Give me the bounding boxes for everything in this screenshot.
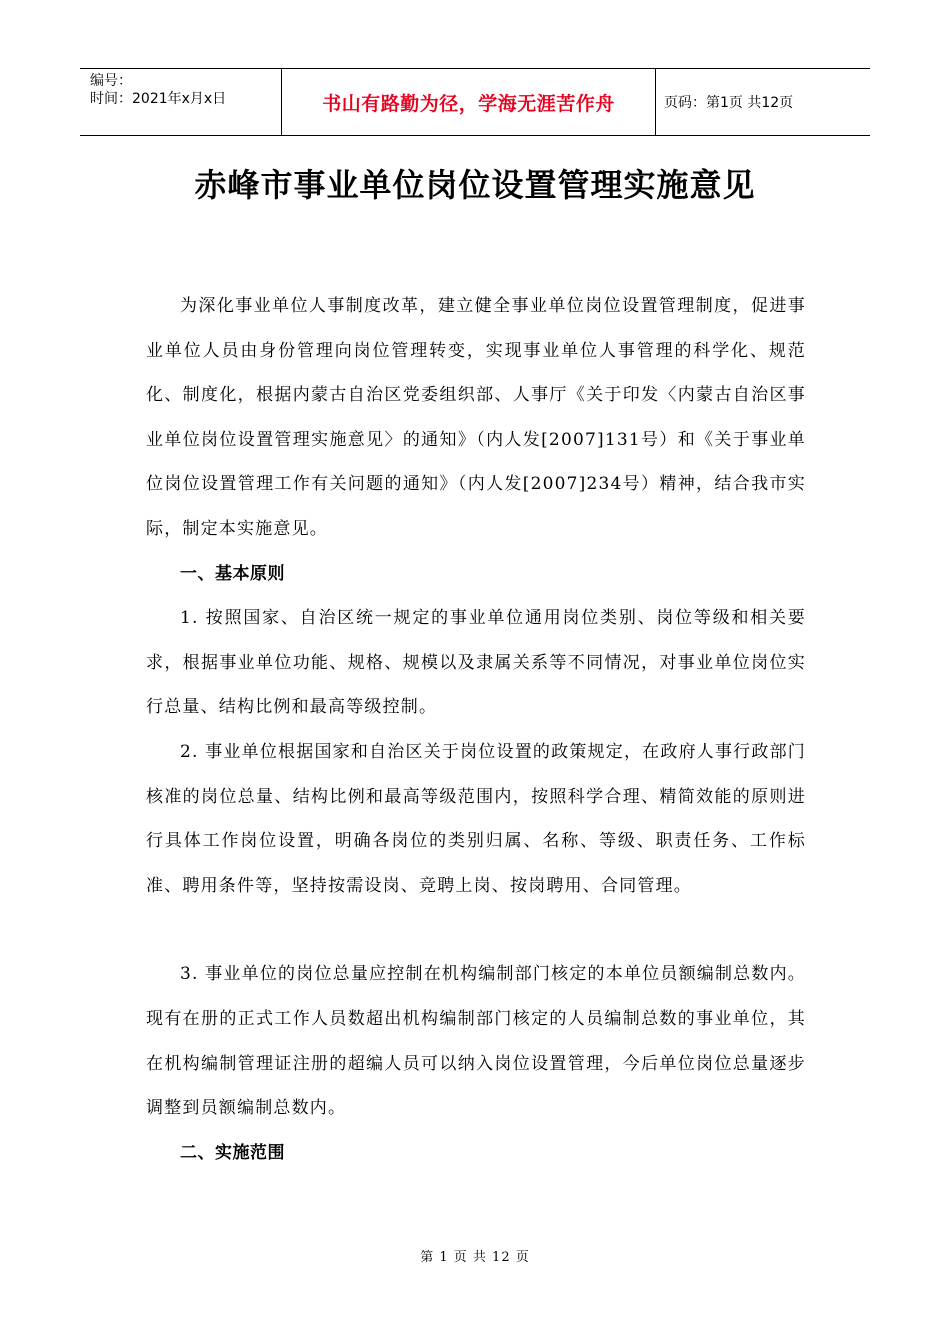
document-date-label: 时间：2021年x月x日 [90,91,227,107]
page-header [80,68,870,136]
section-heading-basic-principles: 一、基本原则 [180,563,285,584]
document-body [146,284,806,1175]
principle-paragraph-1: 1. 按照国家、自治区统一规定的事业单位通用岗位类别、岗位等级和相关要求，根据事业单位功能、规格、规模以及隶属关系等不同情况，对事业单位岗位实行总量、结构比例和最高等级控制。 [146,608,806,718]
principle-paragraph-2: 2. 事业单位根据国家和自治区关于岗位设置的政策规定，在政府人事行政部门核准的岗位总量、结构比例和最高等级范围内，按照科学合理、精简效能的原则进行具体工作岗位设置，明确各岗位的类别归属、名称、等级、职责任务、工作标准、聘用条件等，坚持按需设岗、竞聘上岗、按岗聘用、合同管理。 [146,741,806,896]
section-heading-scope: 二、实施范围 [180,1142,285,1163]
header-motto: 书山有路勤为径，学海无涯苦作舟 [282,69,656,135]
principle-paragraph-3: 3. 事业单位的岗位总量应控制在机构编制部门核定的本单位员额编制总数内。现有在册的正式工作人员数超出机构编制部门核定的人员编制总数的事业单位，其在机构编制管理证注册的超编人员可以纳入岗位设置管理，今后单位岗位总量逐步调整到员额编制总数内。 [146,964,806,1119]
header-meta-cell [80,69,282,135]
intro-paragraph: 为深化事业单位人事制度改革，建立健全事业单位岗位设置管理制度，促进事业单位人员由身份管理向岗位管理转变，实现事业单位人事管理的科学化、规范化、制度化，根据内蒙古自治区党委组织部、人事厅《关于印发〈内蒙古自治区事业单位岗位设置管理实施意见〉的通知》（内人发[2007]131号）和《关于事业单位岗位设置管理工作有关问题的通知》（内人发[2007]234号）精神，结合我市实际，制定本实施意见。 [146,296,806,539]
page-footer: 第 1 页 共 12 页 [420,1250,530,1265]
document-number-label: 编号： [90,73,132,89]
header-page-info: 页码：第1页 共12页 [664,95,794,111]
document-title: 赤峰市事业单位岗位设置管理实施意见 [194,166,756,204]
